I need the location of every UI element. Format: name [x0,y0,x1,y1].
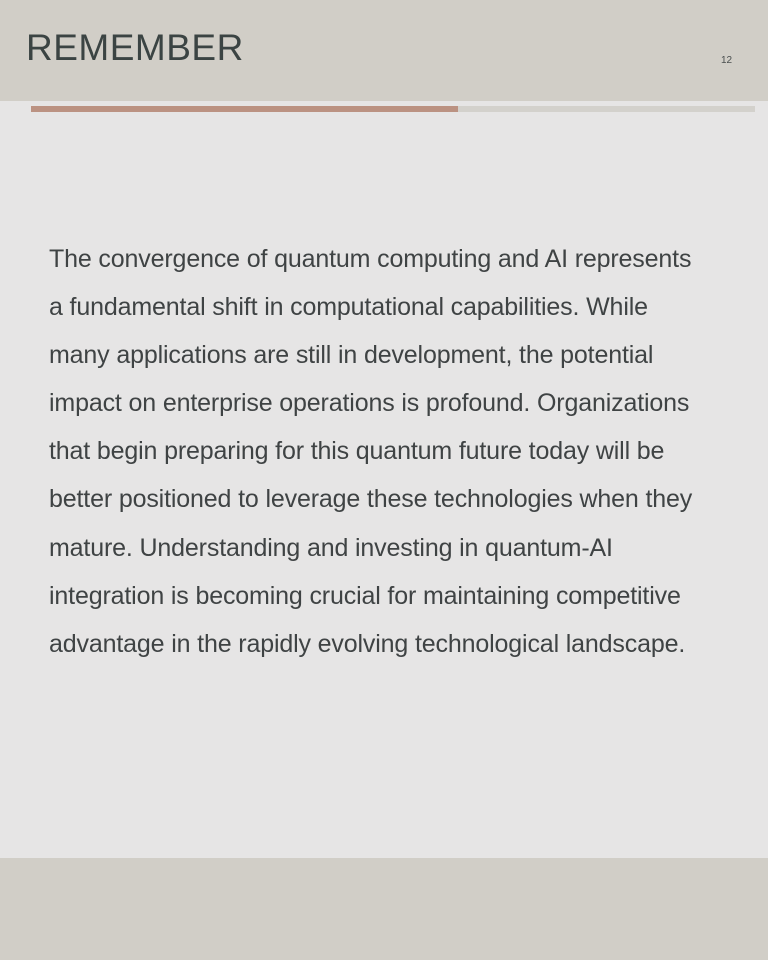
slide-header [0,0,768,101]
page-number: 12 [721,55,733,66]
slide-footer [0,858,768,960]
progress-bar-fill [31,106,458,112]
progress-bar [31,106,755,112]
content-area [0,101,768,858]
body-paragraph: The convergence of quantum computing and AI represents a fundamental shift in computational capabilities. While many applications are still in development, the potential impact on enterprise operations is profound. Organizations that begin preparing for this quantum future today will be better positioned to leverage these technologies when they mature. Understanding and investing in quantum-AI integration is becoming crucial for maintaining competitive advantage in the rapidly evolving technological landscape. [49,245,693,658]
slide-title: REMEMBER [26,27,244,68]
